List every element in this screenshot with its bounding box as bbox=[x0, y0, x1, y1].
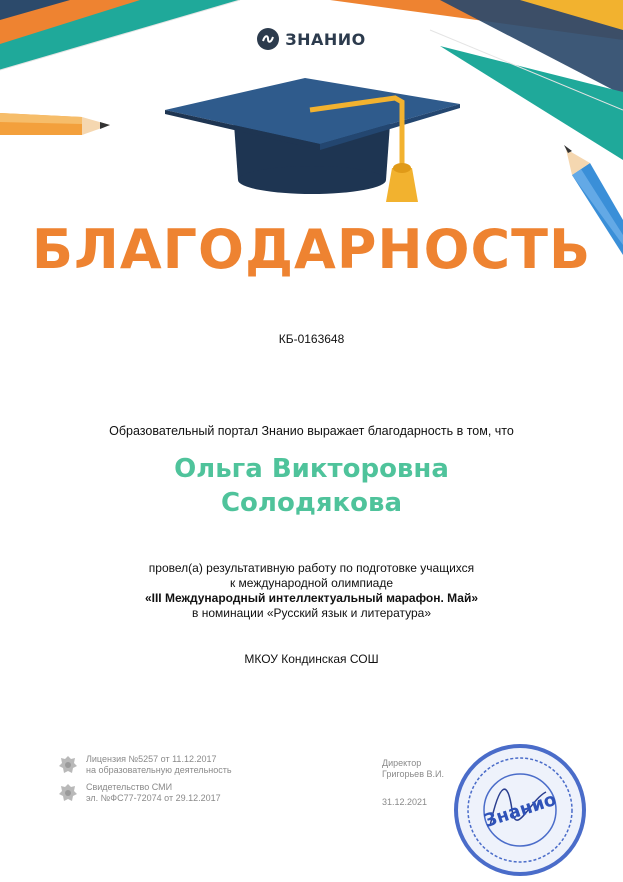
license-info bbox=[58, 754, 232, 776]
brand-logo bbox=[0, 28, 623, 50]
media-line-2: эл. №ФС77-72074 от 29.12.2017 bbox=[86, 793, 221, 803]
nomination-line: в номинации «Русский язык и литература» bbox=[192, 606, 431, 620]
official-stamp bbox=[450, 740, 590, 880]
brand-logo-icon bbox=[257, 28, 279, 50]
media-info bbox=[58, 782, 221, 804]
body-text bbox=[0, 561, 623, 621]
body-line-2: к международной олимпиаде bbox=[229, 576, 394, 590]
pencil-left-icon bbox=[0, 95, 120, 145]
signature-date: 31.12.2021 bbox=[382, 797, 428, 807]
recipient-name bbox=[0, 452, 623, 520]
graduation-cap-icon bbox=[160, 72, 470, 212]
stamp-text: Знанио bbox=[481, 788, 559, 832]
coat-of-arms-icon bbox=[58, 754, 78, 776]
olympiad-name: «III Международный интеллектуальный марафон. Май» bbox=[144, 591, 479, 605]
certificate-title: БЛАГОДАРНОСТЬ bbox=[31, 218, 592, 281]
media-line-1: Свидетельство СМИ bbox=[86, 782, 173, 792]
recipient-last-name: Солодякова bbox=[220, 488, 403, 518]
brand-name: ЗНАНИО bbox=[285, 29, 366, 49]
license-line-1: Лицензия №5257 от 11.12.2017 bbox=[86, 754, 217, 764]
certificate-number: КБ-0163648 bbox=[278, 332, 345, 346]
license-line-2: на образовательную деятельность bbox=[86, 765, 232, 775]
signatory-name: Григорьев В.И. bbox=[382, 769, 444, 779]
recipient-first-name: Ольга Викторовна bbox=[174, 454, 449, 484]
body-line-1: провел(а) результативную работу по подготовке учащихся bbox=[148, 561, 475, 575]
intro-text: Образовательный портал Знанио выражает благодарность в том, что bbox=[109, 424, 514, 438]
signatory-role: Директор bbox=[382, 758, 422, 768]
coat-of-arms-icon bbox=[58, 782, 78, 804]
school-name: МКОУ Кондинская СОШ bbox=[244, 652, 379, 666]
